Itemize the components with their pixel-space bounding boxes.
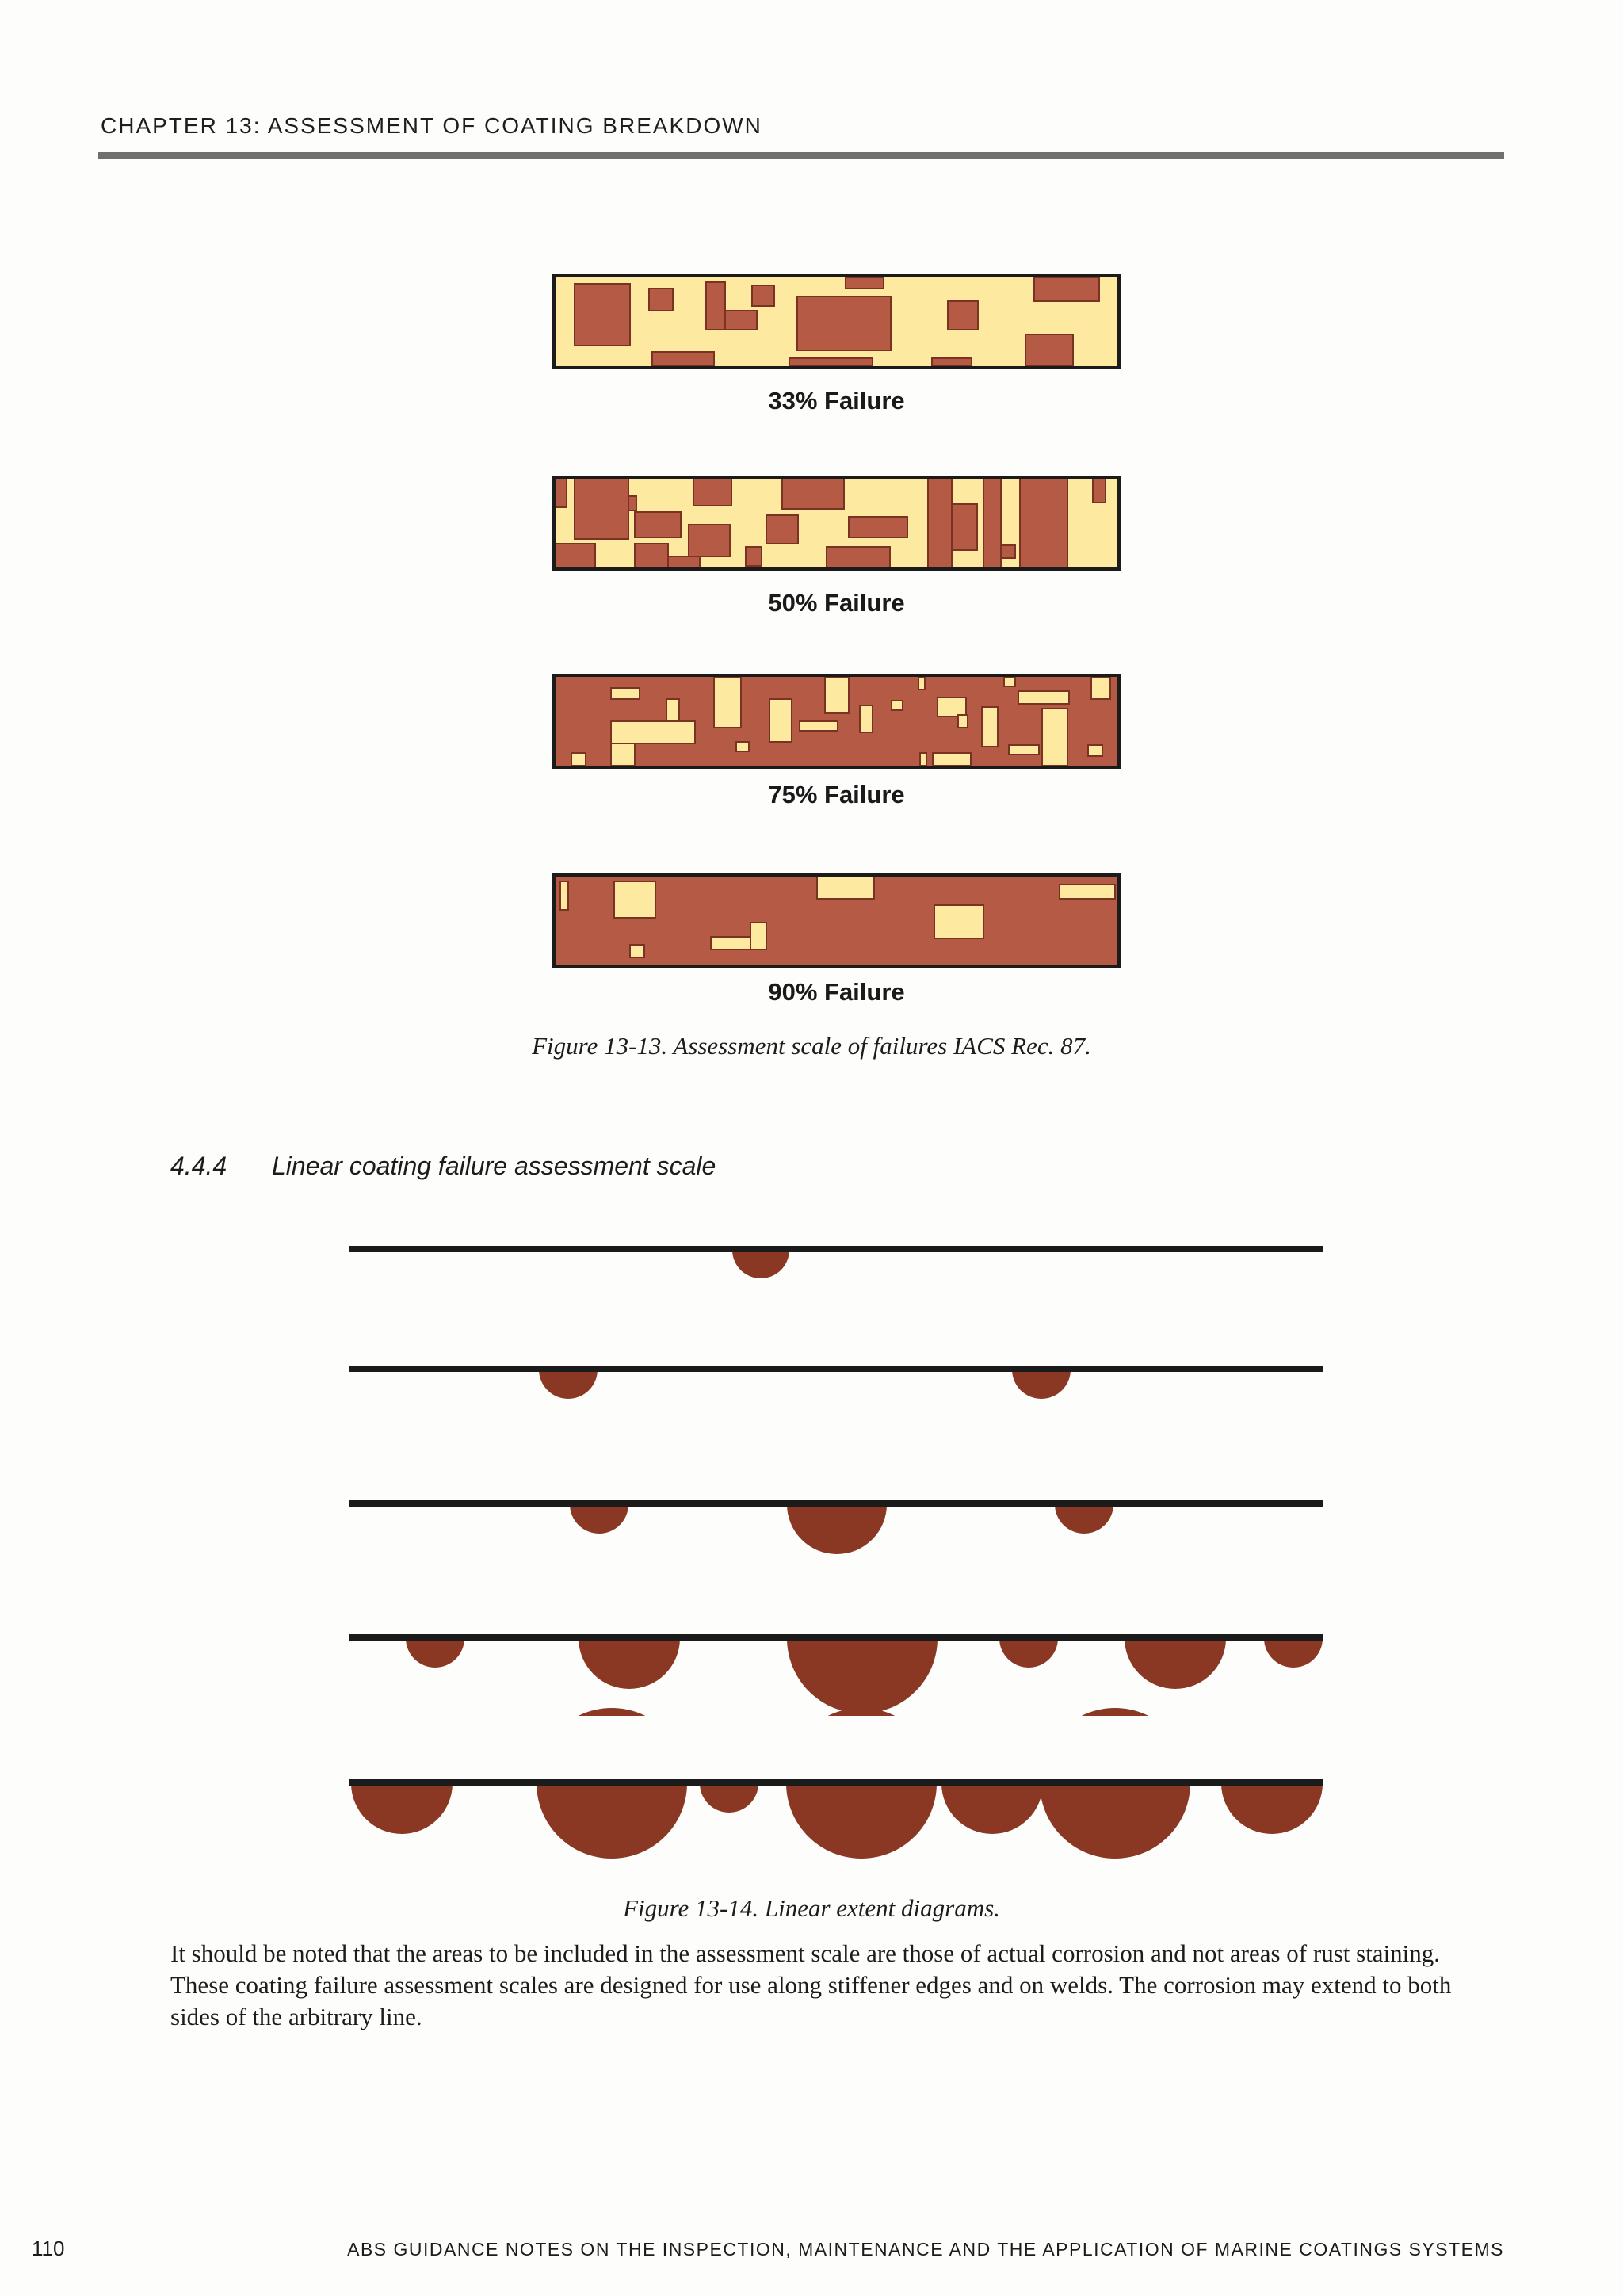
assessment-line: [349, 1634, 1323, 1641]
failure-pattern-33: [556, 277, 1117, 366]
assessment-line: [349, 1779, 1323, 1786]
section-heading: [170, 1152, 716, 1181]
linear-extent-diagrams: [349, 1232, 1323, 1859]
assessment-line: [349, 1366, 1323, 1372]
panel-label-50: 50% Failure: [768, 589, 905, 617]
footer-title: ABS GUIDANCE NOTES ON THE INSPECTION, MAINTENANCE AND THE APPLICATION OF MARINE COATINGS SYSTEMS: [347, 2239, 1504, 2260]
header-rule: [98, 152, 1504, 159]
panel-label-75: 75% Failure: [768, 781, 905, 808]
failure-panel-50: [552, 476, 1121, 571]
assessment-line: [349, 1500, 1323, 1507]
failure-panel-33: [552, 274, 1121, 369]
figure-13-13-caption: Figure 13-13. Assessment scale of failures IACS Rec. 87.: [532, 1032, 1091, 1060]
panel-label-33: 33% Failure: [768, 387, 905, 415]
page-number: 110: [32, 2237, 65, 2260]
assessment-line: [349, 1246, 1323, 1252]
failure-panel-75: [552, 674, 1121, 769]
section-title: Linear coating failure assessment scale: [272, 1152, 716, 1180]
failure-pattern-75: [556, 677, 1117, 766]
failure-pattern-50: [556, 479, 1117, 567]
failure-panel-90: [552, 873, 1121, 968]
figure-13-14-caption: Figure 13-14. Linear extent diagrams.: [623, 1894, 1000, 1922]
chapter-header: CHAPTER 13: ASSESSMENT OF COATING BREAKDOWN: [101, 113, 762, 138]
body-paragraph: It should be noted that the areas to be included in the assessment scale are those of actual corrosion and not areas of rust staining. These coating failure assessment scales are designed for use along stiffener edges and on welds. The corrosion may extend to both sides of the arbitrary line.: [170, 1939, 1452, 2030]
panel-label-90: 90% Failure: [768, 978, 905, 1006]
failure-pattern-90: [556, 877, 1117, 965]
section-number: 4.4.4: [170, 1152, 227, 1180]
